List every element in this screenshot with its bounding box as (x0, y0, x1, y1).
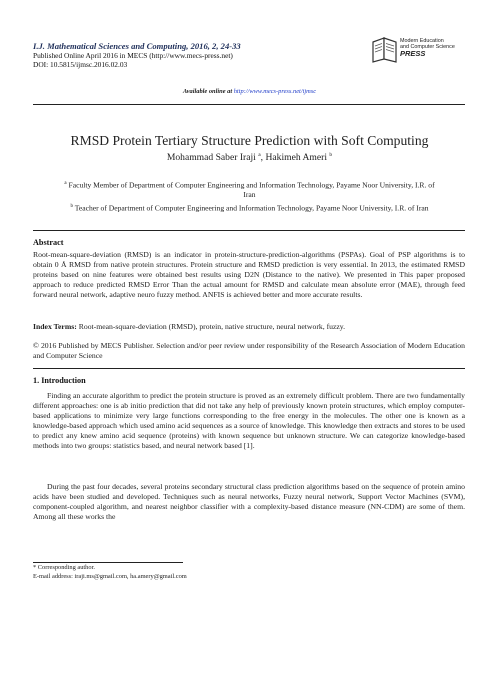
header-rule (33, 104, 465, 105)
book-icon (370, 34, 400, 64)
logo-line-1: Modern Education (400, 38, 444, 44)
author-list (0, 152, 499, 163)
index-terms-text: Root-mean-square-deviation (RMSD), protein, native structure, neural network, fuzzy. (78, 322, 346, 331)
journal-url-link[interactable]: http://www.mecs-press.net/ijmsc (233, 88, 317, 95)
abstract-top-rule (33, 230, 465, 231)
copyright-notice: © 2016 Published by MECS Publisher. Selection and/or peer review under responsibility of the Research Association of Modern Education and Computer Science (33, 341, 465, 360)
abstract-heading: Abstract (33, 238, 64, 247)
author-email: E-mail address: iraji.ms@gmail.com, ha.amery@gmail.com (33, 573, 187, 580)
affiliation-b-mark: b (70, 204, 73, 209)
author-1-affiliation-mark: a (258, 152, 261, 158)
affiliation-a-mark: a (64, 181, 67, 186)
paper-title: RMSD Protein Tertiary Structure Prediction with Soft Computing (70, 133, 429, 148)
index-terms (33, 322, 465, 332)
logo-press: PRESS (400, 49, 426, 59)
publisher-logo (370, 32, 470, 68)
affiliation-a-text: Faculty Member of Department of Computer Engineering and Information Technology, Payame Noor University, I.R. of Iran (66, 180, 435, 200)
availability-prefix: Available online at (182, 88, 234, 95)
affiliation-b-text: Teacher of Department of Computer Engineering and Information Technology, Payame Noor University, I.R. of Iran (72, 203, 429, 213)
footnote-rule (33, 562, 183, 563)
affiliation-b (62, 202, 437, 213)
author-1: Mohammad Saber Iraji (166, 152, 256, 164)
introduction-paragraph-2: During the past four decades, several proteins secondary structural class prediction algorithms based on the sequence of protein amino acids have been studied and developed. Techniques such as neural networks, Fuzzy neural network, Support Vector Machines (SVM), component-coupled algorithm, and nearest neighbor classifier with a complexity-based distance measure (NN-CDM) are some of them. Among all these works the (33, 482, 465, 521)
availability-line (0, 88, 499, 95)
corresponding-author-note: * Corresponding author. (33, 564, 95, 571)
index-terms-label: Index Terms: (33, 322, 79, 331)
introduction-paragraph-1: Finding an accurate algorithm to predict the protein structure is proved as an extremely difficult problem. There are two fundamentally different approaches: one is ab initio prediction that did not take any help of previously known protein structures, which employ computer-based applications to minimize very large functions corresponding to the free energy in the molecules. The other one is known as a knowledge-based approach which used amino acid sequences as a source of knowledge. This knowledge then extracts and stores to be used to predict any knew amino acid sequence (proteins) with known sequence but unknown structure. We can categorize knowledge-based methods into two groups: statistics based, and neural network based [1]. (33, 391, 465, 450)
introduction-heading: 1. Introduction (33, 376, 86, 385)
abstract-text: Root-mean-square-deviation (RMSD) is an indicator in protein-structure-prediction-algorithms (PSPAs). Goal of PSP algorithms is to obtain 0 Å RMSD from native protein structures. Protein structure and RMSD prediction is very essential. In 2013, the estimated RMSD proteins based on nine features were obtained best results using D2N (Distance to the native). We presented in This paper proposed approach to reduce predicted RMSD Error Than the actual amount for RMSD and calculate mean absolute error (MAE), through feed forward neural network, adaptive neuro fuzzy method. ANFIS is achieved better and more accurate results. (33, 250, 465, 299)
doi-line: DOI: 10.5815/ijmsc.2016.02.03 (33, 60, 128, 69)
author-2-affiliation-mark: b (329, 152, 333, 158)
journal-header (33, 41, 333, 69)
affiliation-a (62, 179, 437, 200)
journal-citation: I.J. Mathematical Sciences and Computing, 2016, 2, 24-33 (33, 41, 241, 51)
logo-wordmark (400, 38, 470, 58)
abstract-bottom-rule (33, 368, 465, 369)
published-line: Published Online April 2016 in MECS (http://www.mecs-press.net) (33, 51, 233, 60)
author-2: , Hakimeh Ameri (260, 152, 328, 164)
logo-line-2: and Computer Science (400, 44, 455, 51)
